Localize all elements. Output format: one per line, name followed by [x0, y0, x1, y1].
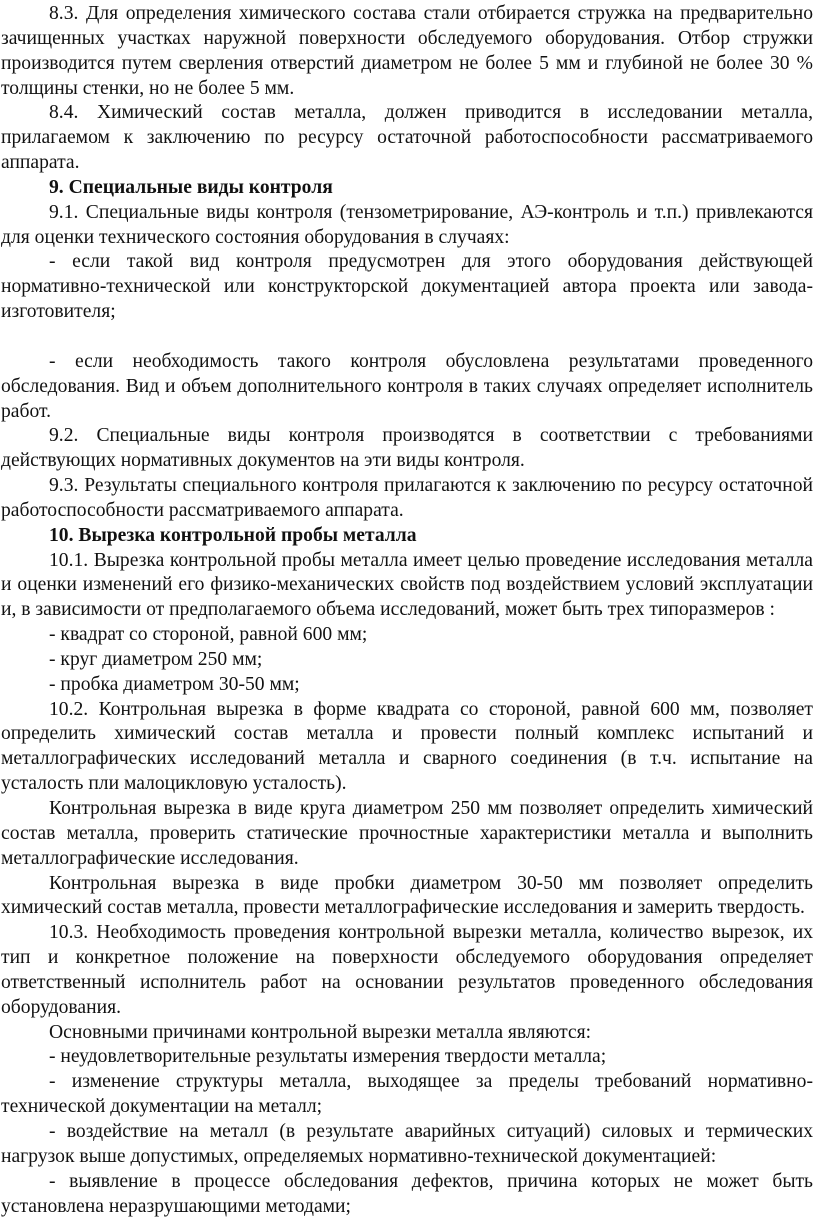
list-item-10-3-3: - воздействие на металл (в результате аварийных ситуаций) силовых и термических нагрузок выше допустимых, определяемых нормативно-технической документацией:	[1, 1120, 813, 1167]
list-item-9-1-b: - если необходимость такого контроля обусловлена результатами проведенного обследования. Вид и объем дополнительного контроля в таких случаях определяет исполнитель работ.	[1, 350, 813, 422]
paragraph-10-2: 10.2. Контрольная вырезка в форме квадрата со стороной, равной 600 мм, позволяет определить химический состав металла и провести полный комплекс испытаний и металлографических исследований металла и сварного соединения (в т.ч. испытание на усталость пли малоцикловую усталость).	[1, 698, 813, 795]
paragraph-10-2-circle: Контрольная вырезка в виде круга диаметром 250 мм позволяет определить химический состав металла, проверить статические прочностные характеристики металла и выполнить металлографические исследования.	[1, 798, 813, 869]
paragraph-9-1: 9.1. Специальные виды контроля (тензометрирование, АЭ-контроль и т.п.) привлекаются для оценки технического состояния оборудования в случаях:	[1, 201, 813, 248]
paragraph-9-2: 9.2. Специальные виды контроля производятся в соответствии с требованиями действующих нормативных документов на эти виды контроля.	[1, 425, 813, 472]
paragraph-9-3: 9.3. Результаты специального контроля прилагаются к заключению по ресурсу остаточной работоспособности рассматриваемого аппарата.	[1, 475, 813, 521]
paragraph-10-2-plug: Контрольная вырезка в виде пробки диаметром 30-50 мм позволяет определить химический состав металла, провести металлографические исследования и замерить твердость.	[1, 872, 813, 919]
paragraph-8-3: 8.3. Для определения химического состава стали отбирается стружка на предварительно зачищенных участках наружной поверхности обследуемого оборудования. Отбор стружки производится путем сверления отверстий диаметром не более 5 мм и глубиной не более 30 % толщины стенки, но не более 5 мм.	[1, 3, 813, 99]
list-item-10-1-b: - круг диаметром 250 мм;	[49, 648, 263, 670]
list-item-10-3-4: - выявление в процессе обследования дефектов, причина которых не может быть установлена неразрушающими методами;	[1, 1170, 813, 1217]
section-heading-9: 9. Специальные виды контроля	[49, 176, 333, 198]
paragraph-10-3: 10.3. Необходимость проведения контрольной вырезки металла, количество вырезок, их тип и конкретное положение на поверхности обследуемого оборудования определяет ответственный исполнитель работ на основании результатов проведенного обследования оборудования.	[1, 922, 813, 1018]
list-item-10-3-1: - неудовлетворительные результаты измерения твердости металла;	[49, 1046, 607, 1068]
paragraph-10-3-reasons: Основными причинами контрольной вырезки металла являются:	[49, 1021, 592, 1043]
paragraph-8-4: 8.4. Химический состав металла, должен приводится в исследовании металла, прилагаемом к заключению по ресурсу остаточной работоспособности рассматриваемого аппарата.	[1, 102, 813, 174]
section-heading-10: 10. Вырезка контрольной пробы металла	[49, 524, 417, 546]
list-item-10-3-2: - изменение структуры металла, выходящее за пределы требований нормативно-технической документации на металл;	[1, 1071, 813, 1118]
paragraph-10-1: 10.1. Вырезка контрольной пробы металла имеет целью проведение исследования металла и оценки изменений его физико-механических свойств под воздействием условий эксплуатации и, в зависимости от предполагаемого объема исследований, может быть трех типоразмеров :	[1, 549, 813, 621]
list-item-9-1-a: - если такой вид контроля предусмотрен для этого оборудования действующей нормативно-технической или конструкторской документацией автора проекта или завода-изготовителя;	[1, 251, 813, 323]
list-item-10-1-c: - пробка диаметром 30-50 мм;	[49, 673, 300, 695]
blank-line	[1, 325, 813, 350]
list-item-10-1-a: - квадрат со стороной, равной 600 мм;	[49, 624, 368, 646]
